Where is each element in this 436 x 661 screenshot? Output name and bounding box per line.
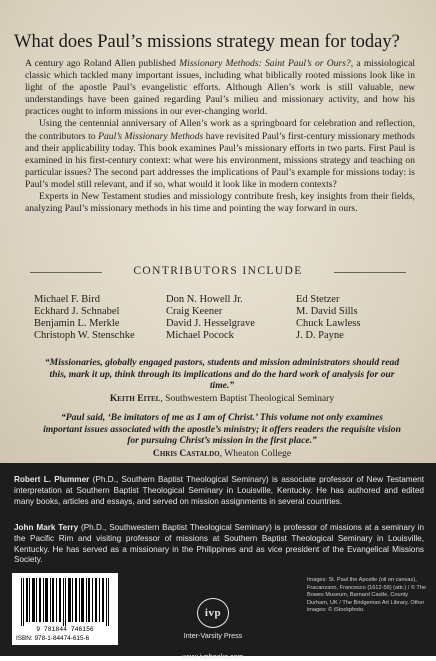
contributor-name: Eckhard J. Schnabel bbox=[34, 306, 120, 317]
barcode-image bbox=[19, 578, 111, 626]
barcode-panel bbox=[12, 573, 118, 645]
contributor-name: Christoph W. Stenschke bbox=[34, 330, 135, 341]
quote-author: Keith Eitel bbox=[109, 392, 161, 404]
barcode-digits: 9 781844 746156 bbox=[36, 626, 94, 633]
headline: What does Paul’s missions strategy mean for today? bbox=[14, 32, 400, 52]
quote-attribution bbox=[42, 393, 402, 405]
contributors-heading: CONTRIBUTORS INCLUDE bbox=[133, 265, 303, 277]
contributor-name: M. David Sills bbox=[296, 306, 358, 317]
contributor-name: Craig Keener bbox=[166, 306, 223, 317]
contributors-list bbox=[34, 294, 414, 341]
contributor-name: Michael Pocock bbox=[166, 330, 234, 341]
book-title: Paul’s Missionary Methods bbox=[98, 130, 204, 142]
publisher-block bbox=[168, 598, 258, 661]
bio-text: (Ph.D., Southern Baptist Theological Seminary) is associate professor of New Testament interpretation at Southern Baptist Theological Seminary in Louisville, Kentucky. He has authored and edited many books, articles and essays, and served on mission assignments in several countries. bbox=[14, 475, 424, 506]
contributor-name: Chuck Lawless bbox=[296, 318, 361, 329]
author-bio-1 bbox=[14, 475, 424, 507]
publisher-name: Inter-Varsity Press bbox=[183, 631, 243, 640]
quote-attribution bbox=[42, 448, 402, 460]
contributor-name: Benjamin L. Merkle bbox=[34, 318, 120, 329]
contributor-name: Ed Stetzer bbox=[296, 294, 340, 305]
text-run: Using the centennial anniversary of Allen’s work as a springboard for celebration and reflection, the contributors to bbox=[25, 118, 415, 142]
isbn: ISBN: 978-1-84474-615-6 bbox=[16, 635, 90, 642]
quote-text: “Missionaries, globally engaged pastors, students and mission administrators should read this, mark it up, think through its implications and do the hard work of analysis for our time.” bbox=[44, 357, 400, 392]
author-bio-2 bbox=[14, 523, 424, 566]
quote-author: Chris Castaldo bbox=[152, 447, 220, 459]
contributor-name: Michael F. Bird bbox=[34, 294, 100, 305]
contributor-name: David J. Hesselgrave bbox=[166, 318, 255, 329]
divider-right bbox=[334, 272, 406, 273]
quote-affiliation: , Wheaton College bbox=[219, 447, 292, 459]
author-name: Robert L. Plummer bbox=[14, 475, 90, 484]
description-paragraph-2 bbox=[25, 118, 415, 191]
image-credits: Images: St. Paul the Apostle (oil on canvas), Fracanzano, Francesco (1612-56) (attr.) / © The Bowes Museum, Barnard Castle, County Durham, UK / The Bridgeman Art Library. Other images: © iStockphoto. bbox=[307, 577, 427, 614]
endorsement-quote-2 bbox=[42, 412, 402, 459]
quote-text: “Paul said, ‘Be imitators of me as I am of Christ.’ This volume not only examines important issues associated with the apostle’s ministry; it offers readers the requisite vision for pursuing Christ’s mission in the first place.” bbox=[43, 412, 401, 447]
publisher-url: www.ivpbooks.com bbox=[182, 652, 244, 661]
description bbox=[25, 58, 415, 215]
text-run: have revisited Paul’s first-century missionary methods and their applicability today. This book examines Paul’s missionary efforts in two parts. First Paul is examined in his first-century context: what were his environment, missions strategy and teaching on particular issues? The second part addresses the implications of Paul’s example for missions today: is Paul’s model still relevant, and if so, what would it look like in modern contexts? bbox=[25, 130, 415, 190]
description-paragraph-3: Experts in New Testament studies and missiology contribute fresh, key insights from their fields, analyzing Paul’s missionary methods in his time and pointing the way forward in ours. bbox=[25, 191, 415, 215]
quote-affiliation: , Southwestern Baptist Theological Seminary bbox=[160, 392, 335, 404]
contributor-name: Don N. Howell Jr. bbox=[166, 294, 243, 305]
description-paragraph-1 bbox=[25, 58, 415, 118]
text-run: A century ago Roland Allen published bbox=[25, 58, 180, 69]
contributor-name: J. D. Payne bbox=[296, 330, 344, 341]
author-name: John Mark Terry bbox=[14, 523, 79, 532]
book-title: Missionary Methods: Saint Paul’s or Ours? bbox=[179, 58, 351, 69]
text-run: , a missiological classic which tackled many important issues, including what biblically rooted missions look like in light of the apostle Paul’s evangelistic efforts. Although Allen’s work is still valuable, new understandings have been gained regarding Paul’s milieu and missionary activity, and how his practices ought to inform missions in our ever-changing world. bbox=[25, 58, 415, 118]
publisher-logo: ivp bbox=[197, 598, 229, 628]
bio-text: (Ph.D., Southwestern Baptist Theological Seminary) is professor of missions at a seminary in the Pacific Rim and visiting professor of missions at Southern Baptist Theological Seminary in Louisville, Kentucky. He has served as a missionary in the Philippines and as vice president of the Evangelical Missions Society. bbox=[14, 523, 424, 565]
endorsement-quote-1 bbox=[42, 357, 402, 404]
